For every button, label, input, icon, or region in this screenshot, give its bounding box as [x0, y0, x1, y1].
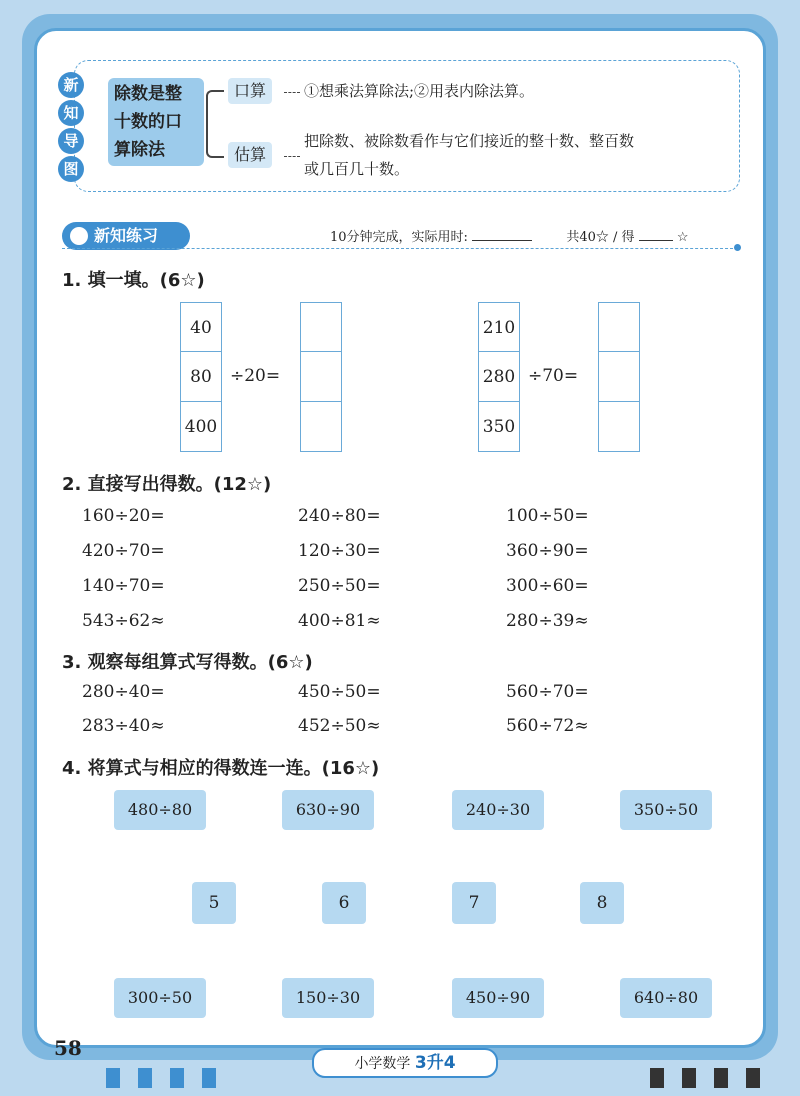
decorative-block: [682, 1068, 696, 1088]
match-answer[interactable]: 5: [192, 882, 236, 924]
timer-text: [330, 226, 688, 245]
method-estimate-desc-1: 把除数、被除数看作与它们接近的整十数、整百数: [304, 132, 635, 150]
match-expression-top[interactable]: 350÷50: [620, 790, 712, 830]
answer-cell[interactable]: [300, 302, 342, 352]
expression: 283÷40≈: [82, 716, 165, 736]
answer-column: [300, 302, 342, 452]
match-answer[interactable]: 7: [452, 882, 496, 924]
section-divider: [62, 248, 738, 249]
answer-cell[interactable]: [598, 352, 640, 402]
answer-cell[interactable]: [598, 402, 640, 452]
footer-book-label: [312, 1048, 498, 1078]
expression: 160÷20=: [82, 506, 165, 526]
expression: 560÷70=: [506, 682, 589, 702]
answer-cell[interactable]: [300, 402, 342, 452]
medal-icon: [70, 227, 88, 245]
expression: 140÷70=: [82, 576, 165, 596]
expression: 250÷50=: [298, 576, 381, 596]
score-label: 共40☆ / 得: [566, 230, 635, 245]
decorative-block: [746, 1068, 760, 1088]
question-3-title: 3. 观察每组算式写得数。(6☆): [62, 652, 313, 673]
score-star: ☆: [676, 230, 689, 245]
method-estimate-desc-2: 或几百几十数。: [304, 160, 410, 178]
decorative-block: [170, 1068, 184, 1088]
operator-text: ÷20=: [230, 366, 281, 386]
match-expression-bottom[interactable]: 150÷30: [282, 978, 374, 1018]
page-number: 58: [54, 1036, 82, 1060]
dividend-cell: 350: [478, 402, 520, 452]
section-title: [62, 222, 190, 250]
method-estimate: 估算: [228, 142, 272, 168]
tag-char: 新: [58, 72, 84, 98]
dividend-cell: 400: [180, 402, 222, 452]
match-expression-top[interactable]: 630÷90: [282, 790, 374, 830]
match-expression-bottom[interactable]: 640÷80: [620, 978, 712, 1018]
expression: 120÷30=: [298, 541, 381, 561]
question-2-title: 2. 直接写出得数。(12☆): [62, 474, 272, 495]
match-expression-bottom[interactable]: 450÷90: [452, 978, 544, 1018]
expression: 450÷50=: [298, 682, 381, 702]
time-blank[interactable]: [472, 240, 532, 241]
divider-dot: [734, 244, 741, 251]
score-blank[interactable]: [639, 240, 673, 241]
expression: 100÷50=: [506, 506, 589, 526]
expression: 240÷80=: [298, 506, 381, 526]
decorative-block: [106, 1068, 120, 1088]
knowledge-map-tag: [58, 72, 86, 184]
footer-subject: 小学数学: [354, 1056, 411, 1072]
dividend-cell: 80: [180, 352, 222, 402]
decorative-block: [650, 1068, 664, 1088]
tag-char: 知: [58, 100, 84, 126]
expression: 360÷90=: [506, 541, 589, 561]
answer-cell[interactable]: [300, 352, 342, 402]
bracket: [206, 90, 224, 158]
footer-grade: 3升4: [414, 1053, 456, 1073]
method-oral-desc: ①想乘法算除法;②用表内除法算。: [304, 82, 535, 100]
expression: 420÷70=: [82, 541, 165, 561]
answer-column: [598, 302, 640, 452]
answer-cell[interactable]: [598, 302, 640, 352]
match-expression-top[interactable]: 480÷80: [114, 790, 206, 830]
match-answer[interactable]: 8: [580, 882, 624, 924]
tag-char: 导: [58, 128, 84, 154]
dividend-column: [180, 302, 222, 452]
decorative-block: [714, 1068, 728, 1088]
operator-text: ÷70=: [528, 366, 579, 386]
expression: 300÷60=: [506, 576, 589, 596]
expression: 280÷39≈: [506, 611, 589, 631]
decorative-block: [202, 1068, 216, 1088]
expression: 452÷50≈: [298, 716, 381, 736]
dividend-cell: 280: [478, 352, 520, 402]
match-answer[interactable]: 6: [322, 882, 366, 924]
method-oral: 口算: [228, 78, 272, 104]
dividend-column: [478, 302, 520, 452]
expression: 280÷40=: [82, 682, 165, 702]
dividend-cell: 40: [180, 302, 222, 352]
dividend-cell: 210: [478, 302, 520, 352]
match-expression-top[interactable]: 240÷30: [452, 790, 544, 830]
match-expression-bottom[interactable]: 300÷50: [114, 978, 206, 1018]
decorative-block: [138, 1068, 152, 1088]
tag-char: 图: [58, 156, 84, 182]
topic-title: 除数是整十数的口算除法: [108, 78, 204, 166]
expression: 560÷72≈: [506, 716, 589, 736]
question-1-title: 1. 填一填。(6☆): [62, 270, 205, 291]
question-4-title: 4. 将算式与相应的得数连一连。(16☆): [62, 758, 380, 779]
dash-connector: [284, 92, 300, 93]
expression: 400÷81≈: [298, 611, 381, 631]
expression: 543÷62≈: [82, 611, 165, 631]
section-title-text: 新知练习: [94, 226, 159, 245]
timer-label: 10分钟完成，实际用时:: [330, 230, 468, 245]
dash-connector: [284, 156, 300, 157]
